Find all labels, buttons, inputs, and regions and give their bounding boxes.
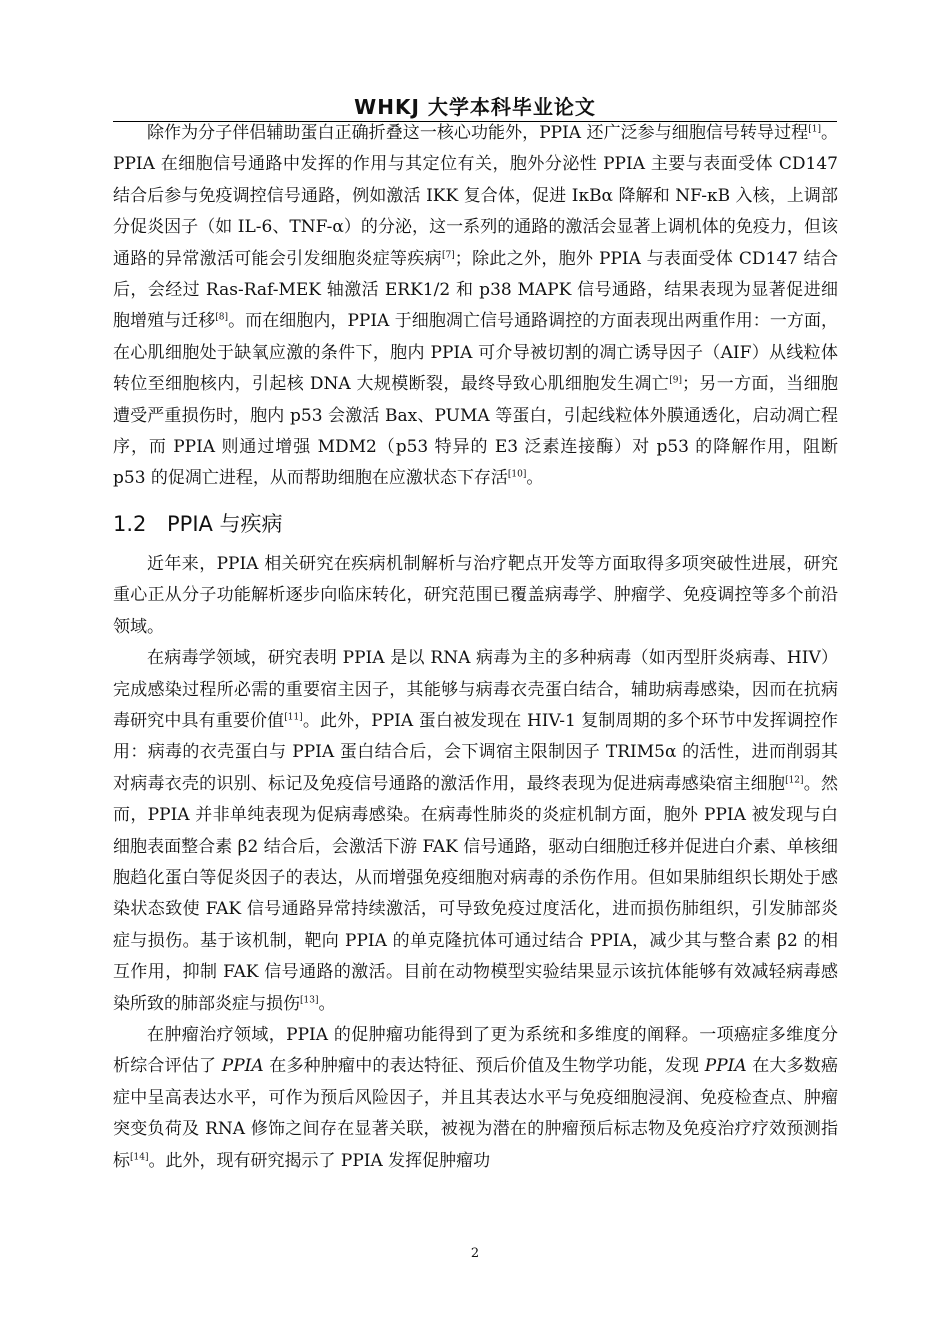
text-run: ；除此之外，胞外 PPIA 与表面受体 CD147 结合后，会经过 Ras-Raf-MEK 轴激活 ERK1/2 和 p38 MAPK 信号通路，结果表现为显著促进细胞增殖与迁移 <box>113 248 838 332</box>
gene-name: PPIA <box>704 1056 747 1077</box>
text-run: 在肿瘤治疗领域，PPIA 的促肿瘤功能得到了更为系统和多维度的阐释。一项癌症多维度分析综合评估了 <box>113 1024 838 1077</box>
text-run: 在大多数癌症中呈高表达水平，可作为预后风险因子，并且其表达水平与免疫细胞浸润、免疫检查点、肿瘤突变负荷及 RNA 修饰之间存在显著关联，被视为潜在的肿瘤预后标志物及免疫治疗疗效预测指标 <box>113 1056 839 1171</box>
page-number: 2 <box>470 1246 480 1261</box>
paragraph-signaling <box>113 118 838 495</box>
citation: [1] <box>808 124 821 135</box>
text-run: 。 <box>318 993 336 1014</box>
text-run: 除作为分子伴侣辅助蛋白正确折叠这一核心功能外，PPIA 还广泛参与细胞信号转导过程 <box>147 123 809 143</box>
paragraph-virology <box>113 643 838 1020</box>
text-run: 。PPIA 在细胞信号通路中发挥的作用与其定位有关，胞外分泌性 PPIA 主要与表面受体 CD147 结合后参与免疫调控信号通路，例如激活 IKK 复合体，促进 IκBα 降解和 NF-κB 入核，上调部分促炎因子（如 IL-6、TNF-α）的分泌，这一系列的通路的激活会显著上调机体的免疫力，但该通路的异常激活可能会引发细胞炎症等疾病 <box>113 123 839 269</box>
text-run: 在多种肿瘤中的表达特征、预后价值及生物学功能，发现 <box>263 1056 705 1077</box>
citation: [8] <box>215 312 229 323</box>
citation: [14] <box>130 1151 149 1162</box>
section-heading <box>113 509 838 539</box>
text-run: 。而在细胞内，PPIA 于细胞凋亡信号通路调控的方面表现出两重作用：一方面，在心肌细胞处于缺氧应激的条件下，胞内 PPIA 可介导被切割的凋亡诱导因子（AIF）从线粒体转位至细胞核内，引起核 DNA 大规模断裂，最终导致心肌细胞发生凋亡 <box>113 311 838 395</box>
running-header: WHKJ 大学本科毕业论文 <box>354 95 596 119</box>
body-text <box>113 118 838 1177</box>
citation: [9] <box>669 375 682 386</box>
citation: [10] <box>507 469 527 480</box>
paragraph-overview: 近年来，PPIA 相关研究在疾病机制解析与治疗靶点开发等方面取得多项突破性进展，研究重心正从分子功能解析逐步向临床转化，研究范围已覆盖病毒学、肿瘤学、免疫调控等多个前沿领域。 <box>113 553 838 637</box>
text-run: 。 <box>526 468 544 489</box>
text-run: 。然而，PPIA 并非单纯表现为促病毒感染。在病毒性肺炎的炎症机制方面，胞外 PPIA 被发现与白细胞表面整合素 β2 结合后，会激活下游 FAK 信号通路，驱动白细胞迁移并促进白介素、单核细胞趋化蛋白等促炎因子的表达，从而增强免疫细胞对病毒的杀伤作用。但如果肺组织长期处于感染状态致使 FAK 信号通路异常持续激活，可导致免疫过度活化，进而损伤肺组织，引发肺部炎症与损伤。基于该机制，靶向 PPIA 的单克隆抗体可通过结合 PPIA，减少其与整合素 β2 的相互作用，抑制 FAK 信号通路的激活。目前在动物模型实验结果显示该抗体能够有效减轻病毒感染所致的肺部炎症与损伤 <box>113 773 839 1014</box>
gene-name: PPIA <box>221 1056 264 1077</box>
text-run: ；另一方面，当细胞遭受严重损伤时，胞内 p53 会激活 Bax、PUMA 等蛋白，引起线粒体外膜通透化，启动凋亡程序，而 PPIA 则通过增强 MDM2（p53 特异的 E3 泛素连接酶）对 p53 的降解作用，阻断 p53 的促凋亡进程，从而帮助细胞在应激状态下存活 <box>113 374 839 489</box>
section-number: 1.2 <box>113 511 147 536</box>
citation: [13] <box>300 994 319 1005</box>
citation: [12] <box>785 775 804 786</box>
section-title: PPIA 与疾病 <box>167 511 283 536</box>
citation: [11] <box>284 712 303 723</box>
text-run: 。此外，PPIA 蛋白被发现在 HIV-1 复制周期的多个环节中发挥调控作用：病毒的衣壳蛋白与 PPIA 蛋白结合后，会下调宿主限制因子 TRIM5α 的活性，进而削弱其对病毒衣壳的识别、标记及免疫信号通路的激活作用，最终表现为促进病毒感染宿主细胞 <box>113 710 838 794</box>
citation: [7] <box>442 249 455 260</box>
text-run: 。此外，现有研究揭示了 PPIA 发挥促肿瘤功 <box>148 1150 491 1171</box>
text-run: 在病毒学领域，研究表明 PPIA 是以 RNA 病毒为主的多种病毒（如丙型肝炎病毒、HIV）完成感染过程所必需的重要宿主因子，其能够与病毒衣壳蛋白结合，辅助病毒感染，因而在抗病毒研究中具有重要价值 <box>113 648 838 731</box>
paragraph-oncology <box>113 1020 838 1177</box>
